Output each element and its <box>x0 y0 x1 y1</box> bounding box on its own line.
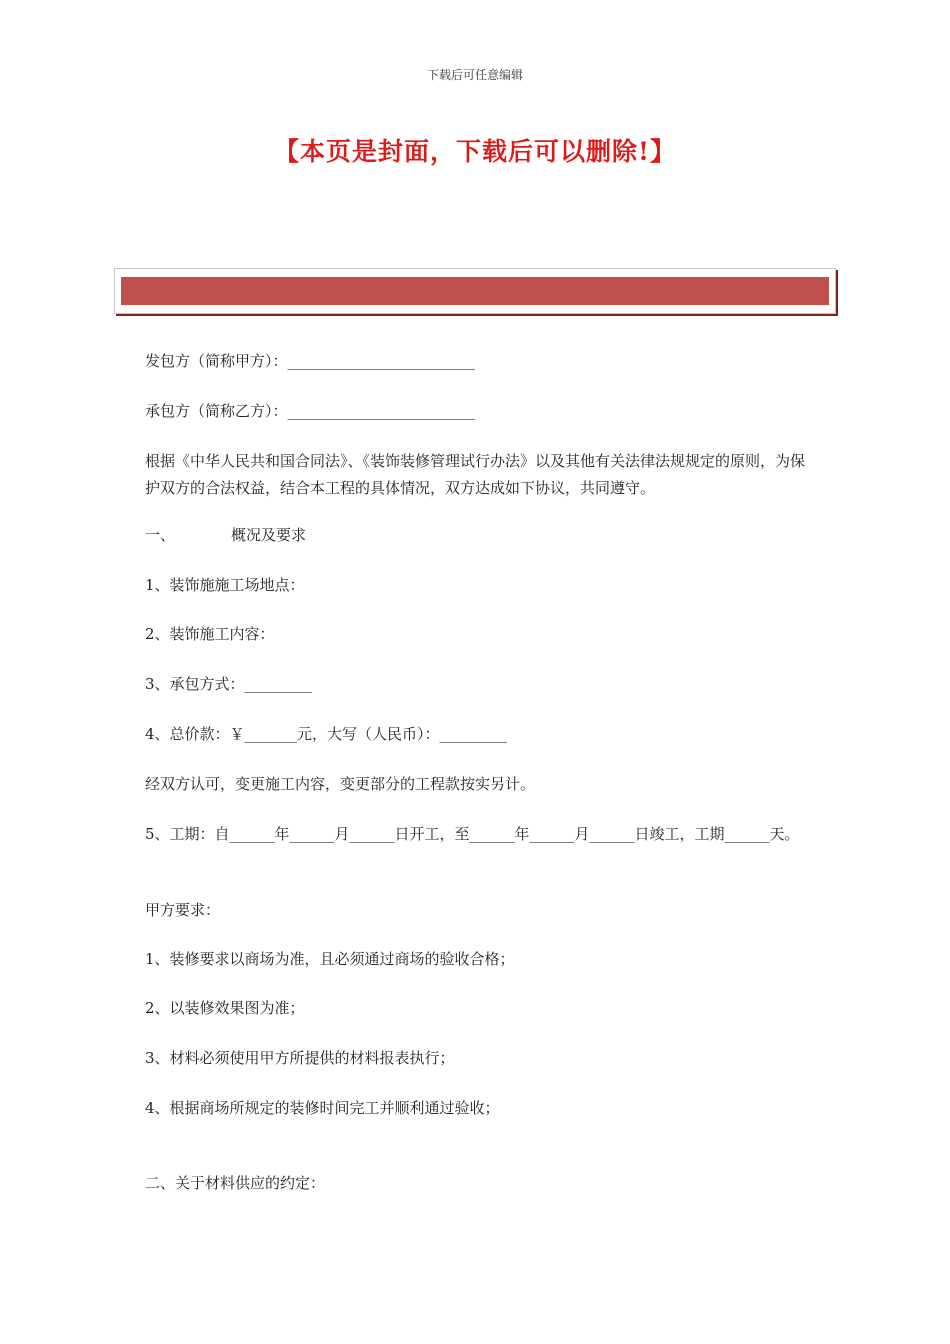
section-2-heading: 二、关于材料供应的约定： <box>145 1174 326 1192</box>
section-1-number: 一、 <box>145 526 176 544</box>
change-note: 经双方认可，变更施工内容，变更部分的工程款按实另计。 <box>145 775 536 793</box>
banner-bar <box>121 277 829 305</box>
item-1-site: 1、装饰施施工场地点： <box>145 576 305 594</box>
item-4-total-price: 4、总价款：￥_______元，大写（人民币）：_________ <box>145 725 508 743</box>
section-1-heading <box>145 522 306 548</box>
party-a-line: 发包方（简称甲方）：_________________________ <box>145 352 476 370</box>
requirement-2: 2、以装修效果图为准； <box>145 999 305 1017</box>
party-a-requirements-title: 甲方要求： <box>145 901 221 919</box>
party-b-line: 承包方（简称乙方）：_________________________ <box>145 402 476 420</box>
header-note: 下载后可任意编辑 <box>426 68 523 82</box>
item-5-schedule: 5、工期：自______年______月______日开工，至______年______月______日竣工，工期______天。 <box>145 825 800 843</box>
item-3-contract-mode: 3、承包方式：_________ <box>145 675 313 693</box>
requirement-4: 4、根据商场所规定的装修时间完工并顺利通过验收； <box>145 1099 500 1117</box>
preamble-paragraph: 根据《中华人民共和国合同法》、《装饰装修管理试行办法》以及其他有关法律法规规定的原则，为保护双方的合法权益，结合本工程的具体情况，双方达成如下协议，共同遵守。 <box>145 452 806 497</box>
cover-notice: 【本页是封面，下载后可以删除!】 <box>274 137 676 166</box>
requirement-1: 1、装修要求以商场为准，且必须通过商场的验收合格； <box>145 950 515 968</box>
item-2-content: 2、装饰施工内容： <box>145 625 275 643</box>
decorative-banner <box>114 268 836 314</box>
requirement-3: 3、材料必须使用甲方所提供的材料报表执行； <box>145 1049 455 1067</box>
section-1-title: 概况及要求 <box>231 526 307 544</box>
